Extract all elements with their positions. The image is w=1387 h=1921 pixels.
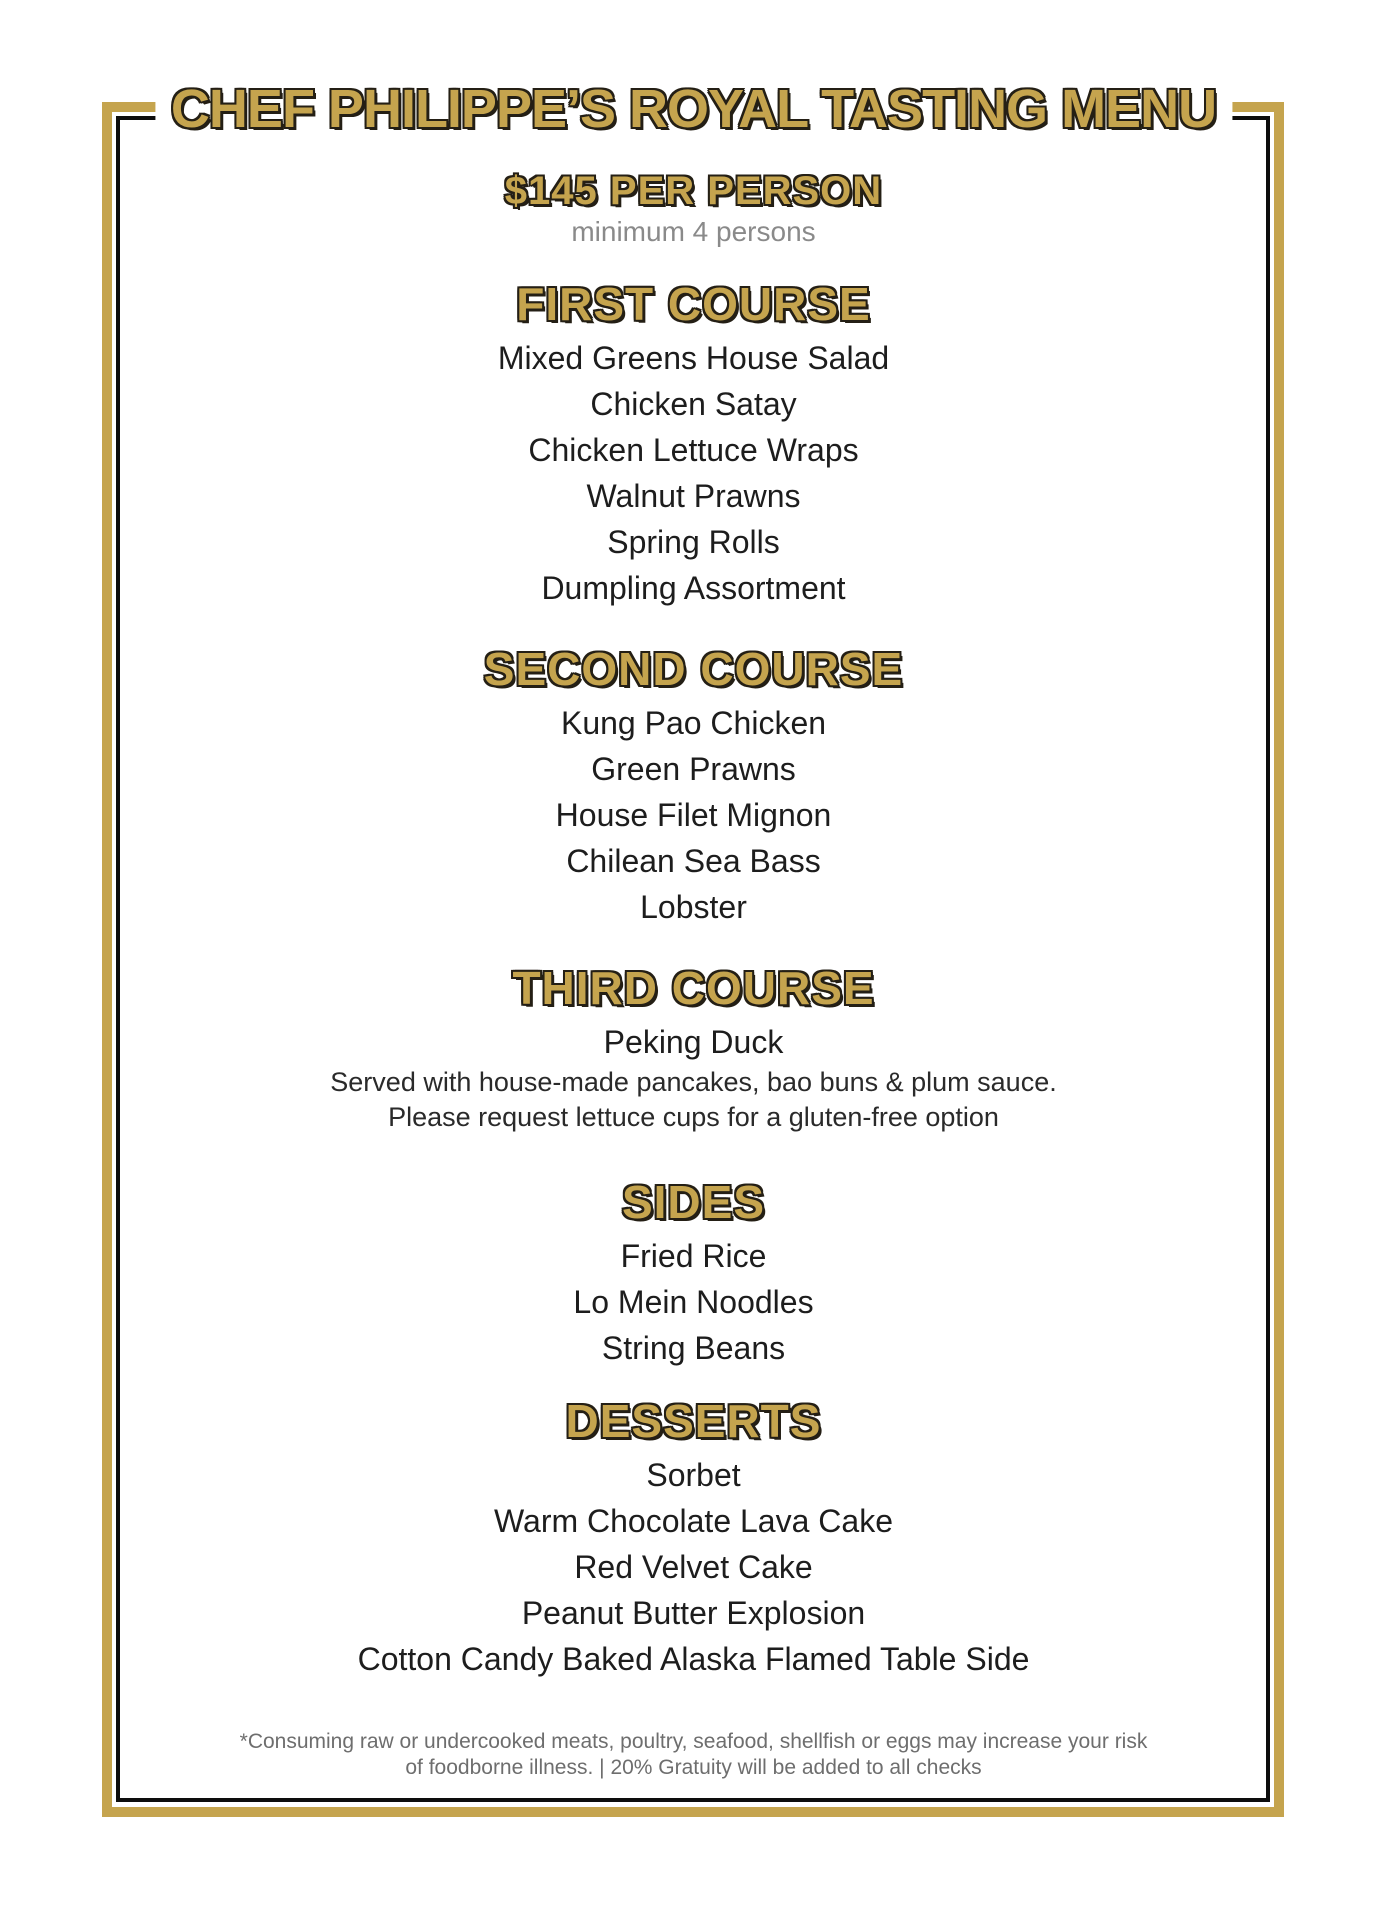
disclaimer <box>0 1729 1387 1781</box>
menu-item: Cotton Candy Baked Alaska Flamed Table Side <box>357 1641 1030 1677</box>
menu-title: CHEF PHILIPPE’S ROYAL TASTING MENU <box>155 80 1232 138</box>
section-desserts <box>0 1394 1387 1682</box>
dish-note-line: Please request lettuce cups for a gluten-free option <box>388 1102 999 1132</box>
price-per-person: $145 PER PERSON <box>504 169 883 213</box>
section-heading: SECOND COURSE <box>483 643 904 695</box>
section-second-course <box>0 642 1387 930</box>
section-heading: THIRD COURSE <box>512 962 875 1014</box>
menu-item: Chicken Lettuce Wraps <box>528 432 859 468</box>
menu-item: Mixed Greens House Salad <box>497 340 890 376</box>
section-first-course <box>0 277 1387 611</box>
disclaimer-line: of foodborne illness. | 20% Gratuity will be added to all checks <box>405 1756 982 1779</box>
menu-item: Lobster <box>640 889 747 925</box>
menu-item: Fried Rice <box>620 1238 767 1274</box>
menu-item: Peanut Butter Explosion <box>521 1595 866 1631</box>
menu-item: Red Velvet Cake <box>574 1549 813 1585</box>
menu-item: House Filet Mignon <box>555 797 832 833</box>
menu-item: Green Prawns <box>591 751 796 787</box>
menu-item: String Beans <box>601 1330 786 1366</box>
menu-item: Lo Mein Noodles <box>573 1284 814 1320</box>
menu-item: Kung Pao Chicken <box>560 705 827 741</box>
menu-item: Dumpling Assortment <box>541 570 846 606</box>
section-heading: DESSERTS <box>565 1395 822 1447</box>
dish-note-line: Served with house-made pancakes, bao buns & plum sauce. <box>330 1067 1057 1097</box>
section-third-course <box>0 961 1387 1135</box>
menu-item: Warm Chocolate Lava Cake <box>494 1503 893 1539</box>
section-sides <box>0 1175 1387 1371</box>
menu-item: Peking Duck <box>603 1024 784 1060</box>
menu-item: Walnut Prawns <box>586 478 801 514</box>
disclaimer-line: *Consuming raw or undercooked meats, poultry, seafood, shellfish or eggs may increase your risk <box>239 1730 1148 1753</box>
minimum-persons-note: minimum 4 persons <box>571 216 816 247</box>
menu-item: Spring Rolls <box>607 524 780 560</box>
section-heading: FIRST COURSE <box>516 278 871 330</box>
menu-item: Chicken Satay <box>590 386 797 422</box>
menu-item: Chilean Sea Bass <box>566 843 821 879</box>
menu-item: Sorbet <box>646 1457 741 1493</box>
section-heading: SIDES <box>621 1176 766 1228</box>
